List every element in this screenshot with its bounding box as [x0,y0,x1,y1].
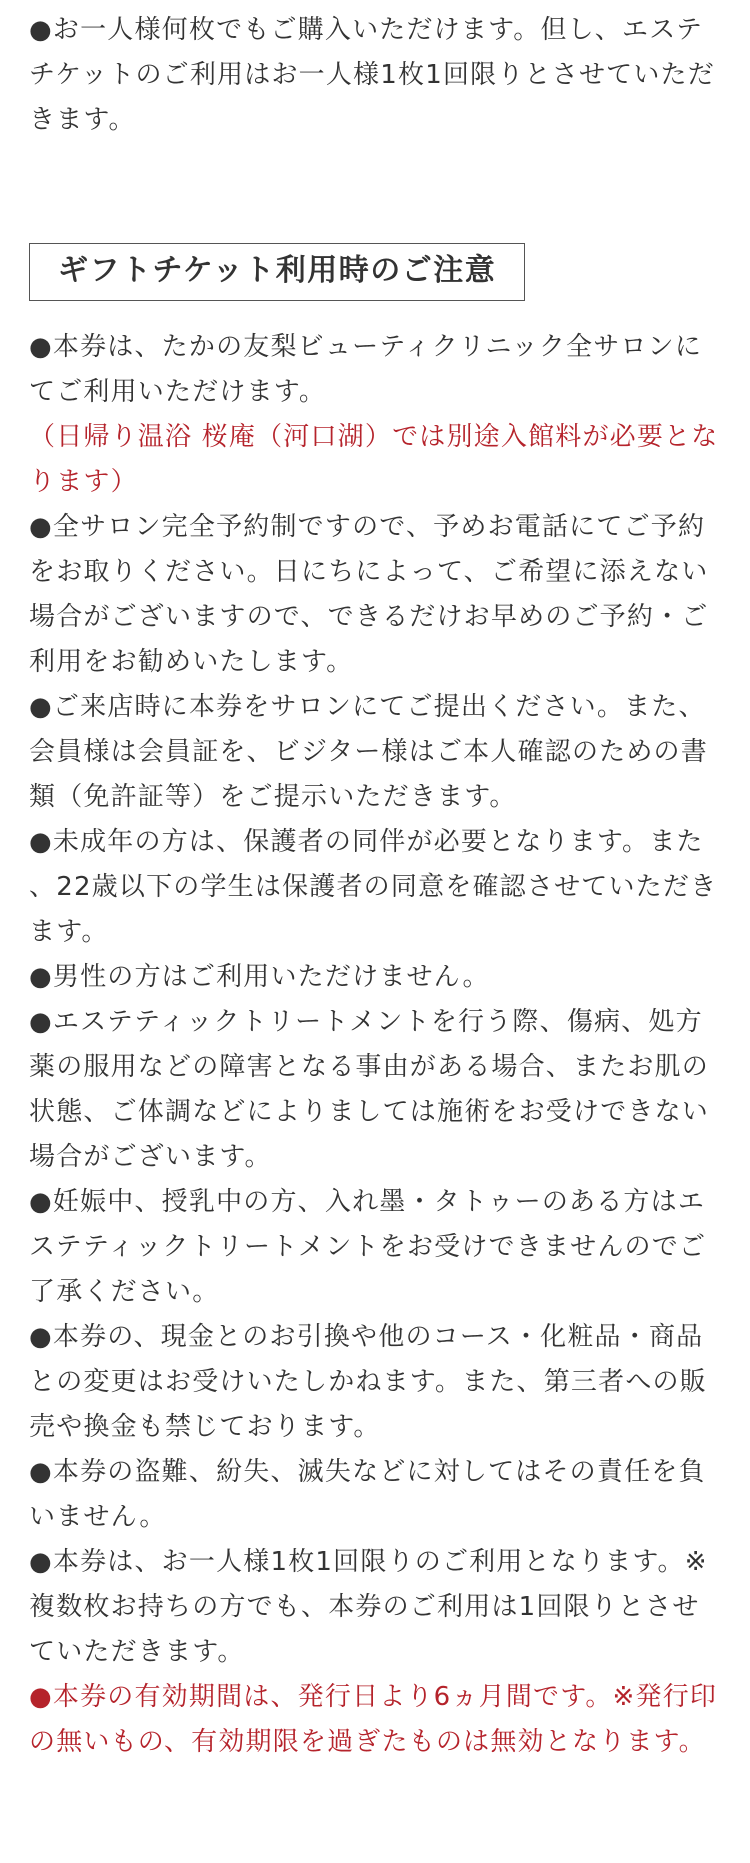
note-item: ●本券は、たかの友梨ビューティクリニック全サロンにてご利用いただけます。 [29,332,703,407]
note-item: ●全サロン完全予約制ですので、予めお電話にてご予約をお取りください。日にちによって、ご希望に添えない場合がございますので、できるだけお早めのご予約・ご利用をお勧めいたします。 [29,512,709,677]
note-item: ●エステティックトリートメントを行う際、傷病、処方薬の服用などの障害となる事由がある場合、またお肌の状態、ご体調などによりましては施術をお受けできない場合がございます。 [29,1007,710,1172]
note-item: ●本券は、お一人様1枚1回限りのご利用となります。※複数枚お持ちの方でも、本券のご利用は1回限りとさせていただきます。 [29,1547,708,1667]
note-item: ●男性の方はご利用いただけません。 [29,962,490,992]
note-item: ●ご来店時に本券をサロンにてご提出ください。また、会員様は会員証を、ビジター様はご本人確認のための書類（免許証等）をご提示いただきます。 [29,692,708,812]
section-heading: ギフトチケット利用時のご注意 [29,243,525,301]
note-item: ●本券の、現金とのお引換や他のコース・化粧品・商品との変更はお受けいたしかねます。また、第三者への販売や換金も禁じております。 [29,1322,707,1442]
note-item: （日帰り温浴 桜庵（河口湖）では別途入館料が必要となります） [29,422,719,497]
note-item: ●本券の盗難、紛失、滅失などに対してはその責任を負いません。 [29,1457,706,1532]
note-item: ●本券の有効期間は、発行日より6ヵ月間です。※発行印の無いもの、有効期限を過ぎたものは無効となります。 [29,1682,718,1757]
note-item: ●妊娠中、授乳中の方、入れ墨・タトゥーのある方はエステティックトリートメントをお受けできませんのでご了承ください。 [29,1187,707,1307]
note-item: ●未成年の方は、保護者の同伴が必要となります。また、22歳以下の学生は保護者の同意を確認させていただきます。 [29,827,718,947]
notes-list [29,325,721,1765]
intro-text: ●お一人様何枚でもご購入いただけます。但し、エステチケットのご利用はお一人様1枚1回限りとさせていただきます。 [29,15,715,135]
